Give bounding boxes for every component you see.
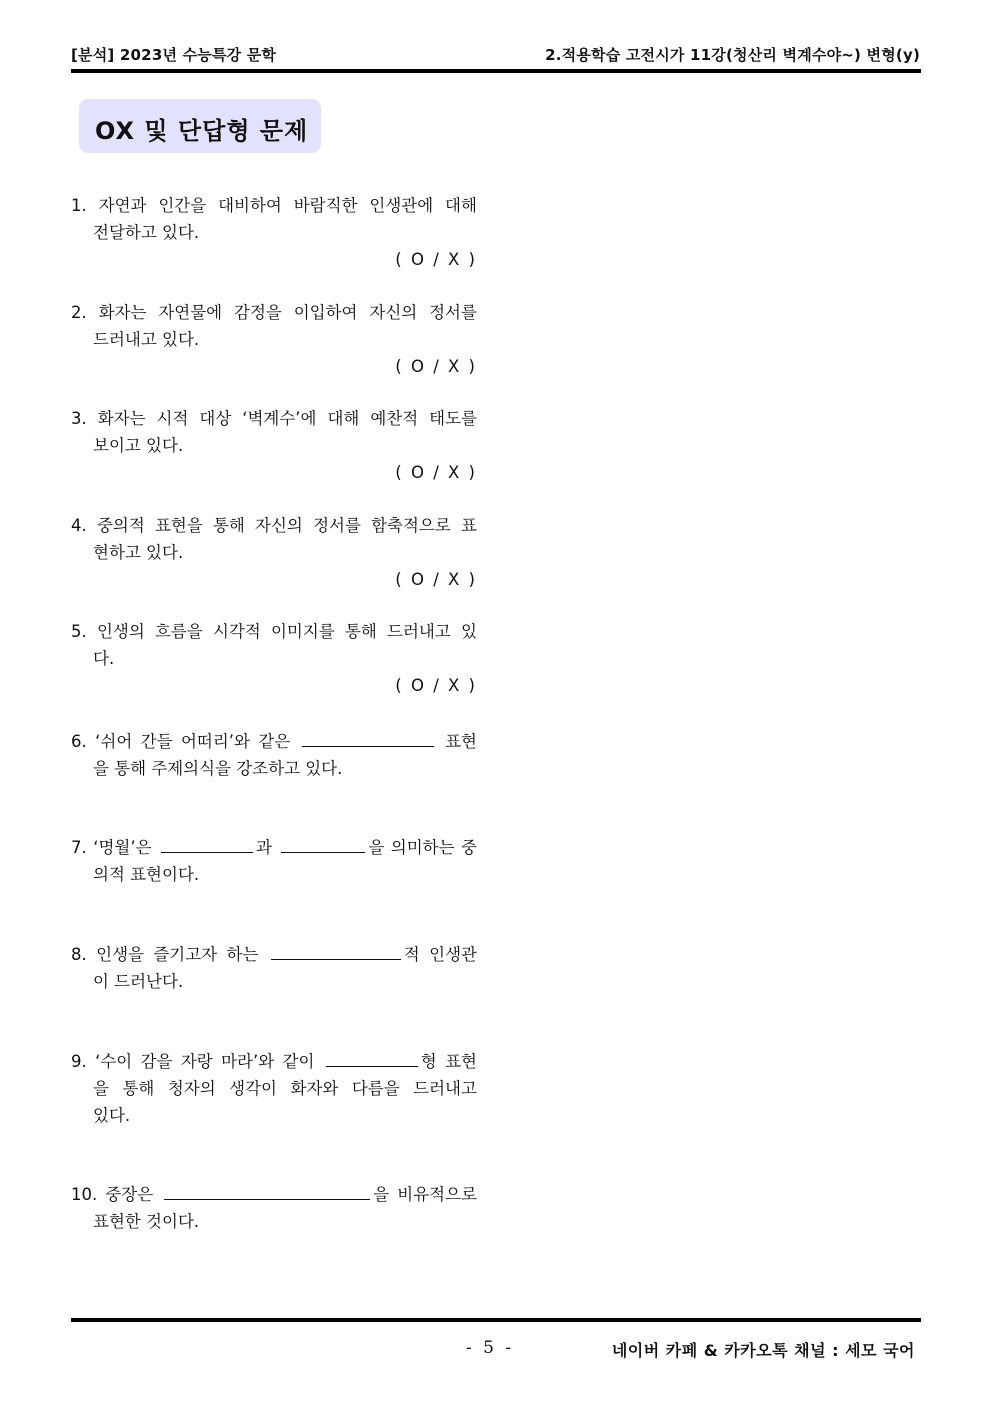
word: 시각적 — [212, 622, 261, 641]
word: 이입하여 — [293, 303, 358, 322]
word: 자신의 — [255, 516, 303, 535]
word: 하는 — [226, 945, 259, 964]
question-line-continued: 이 드러난다. — [93, 972, 184, 991]
question-8 — [71, 939, 477, 995]
question-5 — [71, 618, 477, 699]
word: 적 — [403, 945, 420, 964]
word: ‘명월’은 — [93, 838, 152, 857]
word: 통해 — [212, 516, 245, 535]
word: 과 — [255, 838, 272, 857]
section-heading-box — [79, 99, 321, 153]
question-number: 8. — [71, 945, 87, 964]
word: 통해 — [122, 1079, 155, 1098]
word: 있 — [460, 622, 477, 641]
word: 예찬적 — [370, 409, 419, 428]
blank-group — [161, 1179, 389, 1208]
word: 화자는 — [97, 409, 146, 428]
answer-blank[interactable] — [302, 726, 434, 747]
header-divider — [71, 69, 921, 73]
answer-blank[interactable] — [161, 832, 253, 853]
question-line-continued: 의적 표현이다. — [93, 865, 200, 884]
question-line — [71, 832, 477, 861]
blank-group — [278, 832, 384, 861]
ox-choice[interactable]: ( O / X ) — [395, 250, 477, 269]
word: 마라’와 — [221, 1052, 275, 1071]
section-title: OX 및 단답형 문제 — [95, 117, 309, 145]
blank-group — [268, 939, 420, 968]
question-line-continued: 있다. — [93, 1106, 131, 1125]
word: 자신의 — [369, 303, 418, 322]
word: 인간을 — [158, 196, 207, 215]
word: 자랑 — [180, 1052, 213, 1071]
word: 중 — [461, 838, 477, 857]
word: 비유적으로 — [397, 1185, 477, 1204]
word: 중장은 — [105, 1185, 154, 1204]
word: 의미하는 — [390, 838, 455, 857]
word: 인생을 — [96, 945, 144, 964]
word: 인생관 — [429, 945, 477, 964]
question-line — [71, 299, 477, 326]
word: 흐름을 — [154, 622, 203, 641]
word: 화자는 — [98, 303, 147, 322]
header-right-title: 2.적용학습 고전시가 11강(청산리 벽계수야~) 변형(y) — [545, 46, 920, 64]
word: 태도를 — [429, 409, 477, 428]
word: 바람직한 — [293, 196, 358, 215]
question-4 — [71, 512, 477, 593]
question-line — [71, 1179, 477, 1208]
question-1 — [71, 192, 477, 273]
word: 대비하여 — [218, 196, 282, 215]
ox-choice[interactable]: ( O / X ) — [395, 463, 477, 482]
question-number: 6. — [71, 732, 87, 751]
word: 다름을 — [351, 1079, 400, 1098]
question-number: 10. — [71, 1185, 98, 1204]
word: 형 — [420, 1052, 437, 1071]
question-line-continued — [71, 1075, 477, 1102]
question-line — [71, 192, 477, 219]
word: 통해 — [344, 622, 377, 641]
word: 대해 — [445, 196, 477, 215]
word: 을 — [373, 1185, 390, 1204]
word: 정서를 — [429, 303, 477, 322]
ox-choice[interactable]: ( O / X ) — [395, 676, 477, 695]
word: 표현 — [445, 1052, 477, 1071]
blank-group — [158, 832, 272, 861]
word: 화자와 — [290, 1079, 339, 1098]
question-number: 4. — [71, 516, 87, 535]
question-line — [71, 939, 477, 968]
blank-group — [323, 1046, 437, 1075]
header-left-title: [분석] 2023년 수능특강 문학 — [71, 46, 277, 64]
question-line-continued: 드러내고 있다. — [93, 330, 200, 349]
word: 감을 — [140, 1052, 173, 1071]
word: 청자의 — [167, 1079, 216, 1098]
word: 생각이 — [229, 1079, 277, 1098]
question-line-continued: 표현한 것이다. — [93, 1212, 200, 1231]
question-6 — [71, 726, 477, 782]
question-line-continued: 현하고 있다. — [93, 543, 184, 562]
word: 중의적 — [96, 516, 145, 535]
word: 감정을 — [234, 303, 282, 322]
ox-choice[interactable]: ( O / X ) — [395, 357, 477, 376]
question-9 — [71, 1046, 477, 1129]
question-7 — [71, 832, 477, 888]
question-number: 5. — [71, 622, 87, 641]
word: 을 — [93, 1079, 109, 1098]
question-number: 9. — [71, 1052, 87, 1071]
question-line — [71, 512, 477, 539]
footer-brand: 네이버 카페 & 카카오톡 채널 : 세모 국어 — [611, 1341, 915, 1360]
question-line-continued: 보이고 있다. — [93, 436, 184, 455]
word: ‘수이 — [95, 1052, 133, 1071]
question-line — [71, 726, 477, 755]
word: 드러내고 — [387, 622, 451, 641]
question-line — [71, 405, 477, 432]
word: 이미지를 — [270, 622, 335, 641]
word: 간들 — [140, 732, 173, 751]
word: 표현 — [445, 732, 477, 751]
word: 같은 — [258, 732, 291, 751]
question-line — [71, 1046, 477, 1075]
word: 자연물에 — [158, 303, 223, 322]
footer-divider — [71, 1318, 921, 1322]
word: 대해 — [327, 409, 360, 428]
word: 시적 — [156, 409, 189, 428]
word: 즐기고자 — [153, 945, 218, 964]
answer-blank[interactable] — [326, 1046, 418, 1067]
word: 함축적으로 — [371, 516, 451, 535]
word: 같이 — [282, 1052, 315, 1071]
question-number: 7. — [71, 838, 87, 857]
word: 표 — [460, 516, 477, 535]
answer-blank[interactable] — [281, 832, 365, 853]
question-2 — [71, 299, 477, 380]
question-line-continued: 을 통해 주제의식을 강조하고 있다. — [93, 759, 343, 778]
question-line-continued: 다. — [93, 649, 115, 668]
question-3 — [71, 405, 477, 486]
question-number: 1. — [71, 196, 87, 215]
question-line-continued: 전달하고 있다. — [93, 223, 200, 242]
word: 을 — [368, 838, 385, 857]
word: 어떠리’와 — [180, 732, 250, 751]
question-number: 2. — [71, 303, 87, 322]
question-line — [71, 618, 477, 645]
word: 정서를 — [313, 516, 361, 535]
page-number: - 5 - — [466, 1338, 515, 1358]
question-10 — [71, 1179, 477, 1235]
answer-blank[interactable] — [271, 939, 401, 960]
word: 인생관에 — [369, 196, 434, 215]
ox-choice[interactable]: ( O / X ) — [395, 570, 477, 589]
word: 인생의 — [96, 622, 145, 641]
word: ‘쉬어 — [95, 732, 133, 751]
word: 자연과 — [98, 196, 147, 215]
word: ‘벽계수’에 — [242, 409, 317, 428]
answer-blank[interactable] — [164, 1179, 370, 1200]
word: 대상 — [199, 409, 232, 428]
question-number: 3. — [71, 409, 87, 428]
word: 표현을 — [154, 516, 203, 535]
word: 드러내고 — [413, 1079, 477, 1098]
